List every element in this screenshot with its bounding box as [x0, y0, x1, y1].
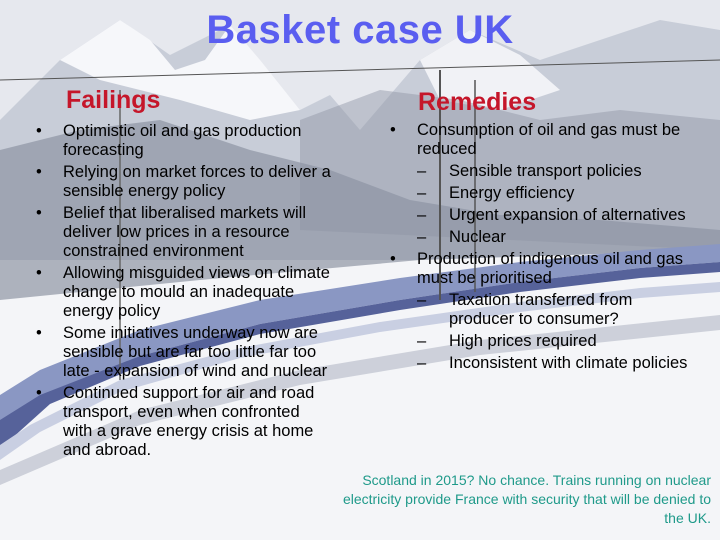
sub-list-item: – Energy efficiency	[417, 184, 575, 202]
failings-heading: Failings	[66, 86, 161, 114]
list-item: • Relying on market forces to deliver a sensible energy policy	[36, 163, 331, 200]
sub-list-item: – Nuclear	[417, 228, 506, 246]
bullet-icon: •	[36, 384, 42, 402]
dash-icon: –	[417, 162, 427, 180]
list-item: • Belief that liberalised markets will deliver low prices in a resource constrained environment	[36, 204, 307, 260]
bullet-icon: •	[36, 204, 42, 222]
bullet-icon: •	[36, 122, 42, 140]
list-item: • Continued support for air and road transport, even when confronted with a grave energy crisis at home and abroad.	[36, 384, 315, 459]
dash-icon: –	[417, 206, 427, 224]
bullet-icon: •	[390, 121, 396, 139]
dash-icon: –	[417, 184, 427, 202]
failings-list	[36, 122, 333, 463]
dash-icon: –	[417, 291, 427, 309]
sub-list-item: – Sensible transport policies	[417, 162, 642, 180]
dash-icon: –	[417, 354, 427, 372]
list-item: • Production of indigenous oil and gas must be prioritised	[390, 250, 684, 287]
bullet-icon: •	[390, 250, 396, 268]
slide-title: Basket case UK	[206, 8, 514, 52]
bullet-icon: •	[36, 324, 42, 342]
photo-caption: Scotland in 2015? No chance. Trains running on nuclear electricity provide France with security that will be denied to the UK.	[342, 472, 711, 526]
bullet-icon: •	[36, 264, 42, 282]
sub-list-item: – Taxation transferred from producer to consumer?	[417, 291, 633, 328]
sub-list-item: – Inconsistent with climate policies	[417, 354, 688, 372]
sub-list-item: – High prices required	[417, 332, 597, 350]
remedies-heading: Remedies	[418, 88, 537, 116]
sub-list-item: – Urgent expansion of alternatives	[417, 206, 686, 224]
list-item: • Some initiatives underway now are sensible but are far too little far too late - expansion of wind and nuclear	[36, 324, 328, 380]
bullet-icon: •	[36, 163, 42, 181]
list-item: • Allowing misguided views on climate change to mould an inadequate energy policy	[36, 264, 330, 320]
dash-icon: –	[417, 332, 427, 350]
remedies-list	[390, 121, 702, 376]
list-item: • Consumption of oil and gas must be reduced	[390, 121, 681, 158]
list-item: • Optimistic oil and gas production forecasting	[36, 122, 302, 159]
dash-icon: –	[417, 228, 427, 246]
